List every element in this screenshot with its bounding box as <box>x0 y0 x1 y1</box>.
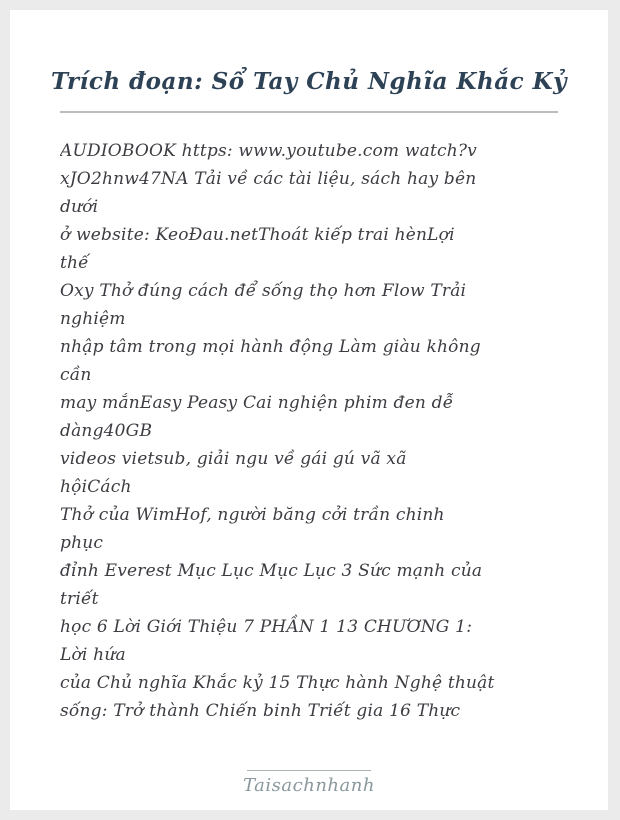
text-line: thế <box>60 253 89 273</box>
footer-divider <box>247 770 371 771</box>
document-page <box>10 10 608 810</box>
text-line: videos vietsub, giải ngu về gái gú vã xã <box>60 449 407 469</box>
text-line: triết <box>60 589 99 609</box>
text-line: dàng40GB <box>60 421 153 441</box>
text-line: nhập tâm trong mọi hành động Làm giàu không <box>60 337 481 357</box>
text-line: cần <box>60 365 92 385</box>
text-line: Thở của WimHof, người băng cởi trần chinh <box>60 505 445 525</box>
text-line: xJO2hnw47NA Tải về các tài liệu, sách hay bên <box>60 169 477 189</box>
excerpt-body <box>10 137 608 725</box>
text-line: đỉnh Everest Mục Lục Mục Lục 3 Sức mạnh của <box>60 561 483 581</box>
brand-watermark: Taisachnhanh <box>243 775 375 796</box>
text-line: của Chủ nghĩa Khắc kỷ 15 Thực hành Nghệ thuật <box>60 673 495 693</box>
page-title: Trích đoạn: Sổ Tay Chủ Nghĩa Khắc Kỷ <box>51 68 567 95</box>
title-divider <box>60 111 558 113</box>
text-line: nghiệm <box>60 309 126 329</box>
text-line: Oxy Thở đúng cách để sống thọ hơn Flow Trải <box>60 281 467 301</box>
text-line: may mắnEasy Peasy Cai nghiện phim đen dễ <box>60 393 454 413</box>
page-footer <box>10 770 608 796</box>
text-line: ở website: KeoĐau.netThoát kiếp trai hènLợi <box>60 225 455 245</box>
text-line: sống: Trở thành Chiến binh Triết gia 16 Thực <box>60 701 461 721</box>
text-line: học 6 Lời Giới Thiệu 7 PHẦN 1 13 CHƯƠNG 1: <box>60 617 473 637</box>
text-line: dưới <box>60 197 99 217</box>
text-line: Lời hứa <box>60 645 126 665</box>
text-line: hộiCách <box>60 477 132 497</box>
text-line: phục <box>60 533 104 553</box>
text-line: AUDIOBOOK https: www.youtube.com watch?v <box>60 141 477 161</box>
